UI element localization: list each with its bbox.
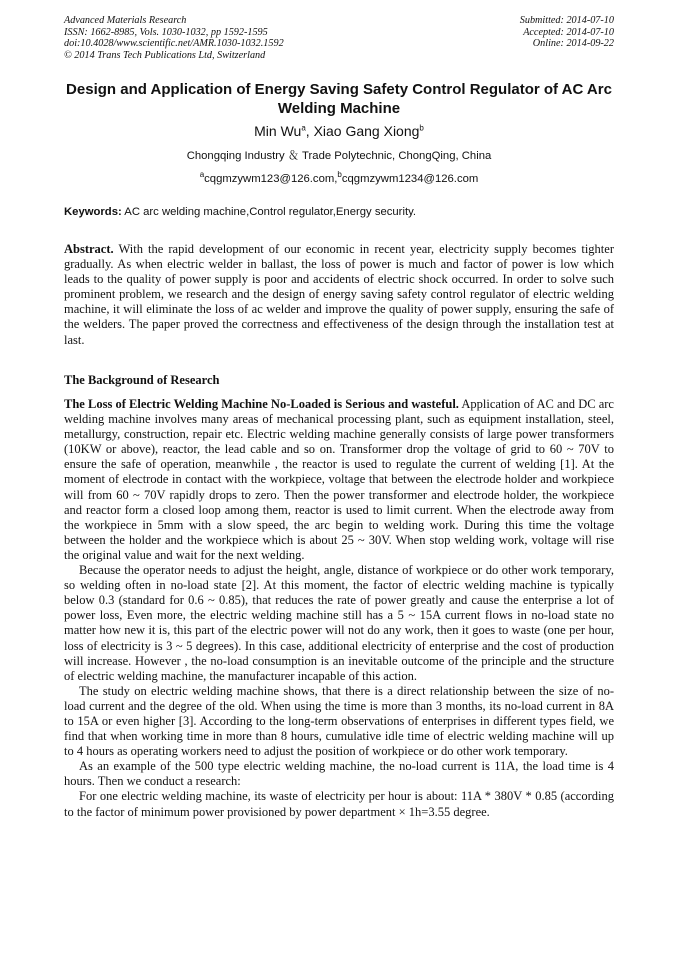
copyright-line: © 2014 Trans Tech Publications Ltd, Switzerland	[64, 49, 266, 61]
issn-line: ISSN: 1662-8985, Vols. 1030-1032, pp 1592-1595	[64, 26, 268, 38]
paragraph: As an example of the 500 type electric welding machine, the no-load current is 11A, the load time is 4 hours. Then we conduct a research:	[64, 759, 614, 789]
paragraph: Because the operator needs to adjust the height, angle, distance of workpiece or do other work temporary, so welding often in no-load state [2]. At this moment, the factor of electric welding machine is typically below 0.3 (standard for 0.6 ~ 0.85), that reduces the rate of power greatly and cause the enterprise a lot of power loss, Even more, the electric welding machine still has a 5 ~ 15A current flows in no-load state no matter how new it is, this part of the electric power will not do any work, then it goes to waste (one per hour, loss of electricity is 3 ~ 5 degrees). In this case, additional electricity of enterprise and the cost of production will increase. However , the no-load consumption is an inevitable outcome of the principle and the structure of electric welding machine, the manufacturer incapable of this action.	[64, 563, 614, 683]
paper-title: Design and Application of Energy Saving Safety Control Regulator of AC Arc Welding Machine	[66, 81, 612, 117]
author-separator: ,	[305, 123, 314, 139]
email-address: cqgmzywm123@126.com,	[204, 173, 338, 185]
paragraph: For one electric welding machine, its waste of electricity per hour is about: 11A * 380V * 0.85 (according to the factor of minimum power provisioned by power department × 1h=3.55 degree.	[64, 789, 614, 819]
affiliation: Chongqing Industry ＆ Trade Polytechnic, ChongQing, China	[186, 150, 492, 162]
keywords-label: Keywords:	[64, 206, 122, 218]
journal-name: Advanced Materials Research	[64, 15, 187, 26]
author-name: Xiao Gang Xiong	[313, 123, 420, 139]
section-heading: The Background of Research	[64, 373, 220, 387]
keywords	[64, 205, 614, 220]
journal-header	[64, 15, 284, 61]
author-superscript: a	[301, 123, 306, 133]
email-superscript: b	[337, 170, 342, 180]
paragraph	[64, 397, 614, 563]
paragraph: The study on electric welding machine shows, that there is a direct relationship between the size of no-load current and the degree of the old. When using the time is more than 3 months, its no-load current in 8A to 15A or even higher [3]. According to the long-term observations of enterprises in different types field, we find that when working time in more than 8 hours, cumulative idle time of electric welding machine will up to 4 hours as operating workers need to adjust the position of workpiece or do other work temporary.	[64, 683, 614, 759]
author-superscript: b	[419, 123, 424, 133]
author-emails	[60, 172, 618, 187]
doi-line: doi:10.4028/www.scientific.net/AMR.1030-1032.1592	[64, 38, 284, 50]
dates-header	[520, 15, 614, 50]
keywords-text: AC arc welding machine,Control regulator,Energy security.	[121, 206, 417, 218]
email-address: cqgmzywm1234@126.com	[341, 173, 479, 185]
author-name: Min Wu	[254, 123, 302, 139]
section-background	[64, 373, 614, 820]
abstract	[64, 242, 614, 348]
author-line	[60, 122, 618, 140]
online-date: Online: 2014-09-22	[532, 38, 614, 50]
subsection-lead: The Loss of Electric Welding Machine No-Loaded is Serious and wasteful.	[64, 397, 459, 411]
abstract-text: With the rapid development of our economic in recent year, electricity supply becomes tighter gradually. As when electric welder in ballast, the loss of power is much and factor of power is low which leads to the quality of power supply is poor and accidents of electric shock occurred. In order to solve such prominent problem, we research and the design of energy saving safety control regulator of electric welding machine, it will eliminate the loss of ac welder and improve the quality of power supply, ensuring the safe of the welders. The paper proved the correctness and effectiveness of the design through the installation test at last.	[64, 242, 614, 347]
abstract-label: Abstract.	[64, 242, 114, 256]
submitted-date: Submitted: 2014-07-10	[519, 15, 614, 26]
paragraph-text: Application of AC and DC arc welding machine involves many areas of mechanical processing plant, such as equipment installation, steel, metallurgy, construction, repair etc. Electric welding machine generally consists of large power transformers (10KW or above), reactor, the lead cable and so on. Transformer drop the voltage of grid to 60 ~ 70V to ensure the safe of operation, meanwhile , the reactor is used to regulate the current of welding [1]. At the moment of electrode in contact with the workpiece, voltage that between the electrode holder and workpiece will from 60 ~ 70V rapidly drops to zero. Then the power transformer and electrode holder, the workpiece and reactor form a closed loop among them, reactor is used to limit current. When the electrode away from the workpiece in 5mm with a slow speed, the arc begin to welding work. During this time the voltage between the holder and the workpiece which is about 25 ~ 30V. When stop welding work, voltage will rise the original value and wait for the next welding.	[64, 397, 614, 562]
email-superscript: a	[199, 170, 205, 180]
accepted-date: Accepted: 2014-07-10	[523, 26, 614, 38]
